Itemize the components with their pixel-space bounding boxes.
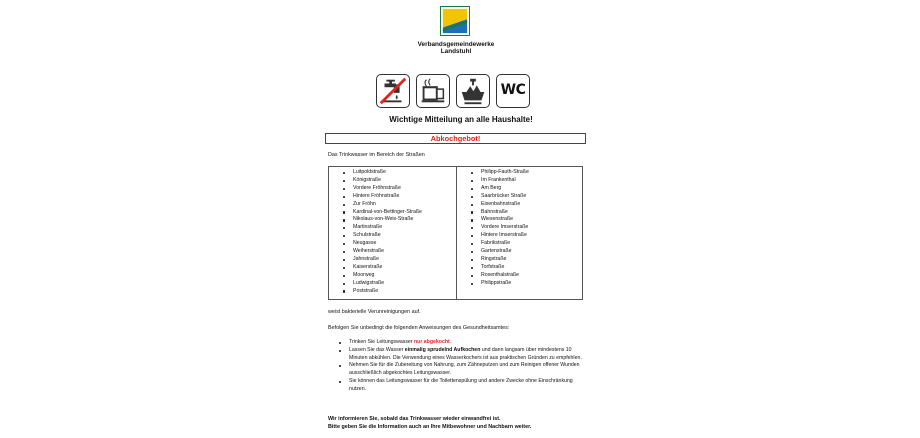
- list-item: Nehmen Sie für die Zubereitung von Nahrung, zum Zähneputzen und zum Reinigen offener Wunden ausschließlich abgekochtes Leitungswasser.: [339, 362, 584, 378]
- list-item: Poststraße: [343, 288, 422, 296]
- contamination-text: weist bakterielle Verunreinigungen auf.: [328, 309, 421, 315]
- street-table-divider: [456, 167, 457, 299]
- list-item: Vordere Imserstraße: [471, 224, 529, 232]
- rule-text: .: [449, 339, 452, 345]
- org-name-line1: Verbandsgemeindewerke: [417, 41, 495, 48]
- list-item: Kaiserstraße: [343, 264, 422, 272]
- list-item: Neugasse: [343, 240, 422, 248]
- list-item: Am Berg: [471, 185, 529, 193]
- list-item: Philippstraße: [471, 280, 529, 288]
- intro-text: Das Trinkwasser im Bereich der Straßen: [328, 152, 425, 158]
- list-item: Torfstraße: [471, 264, 529, 272]
- org-name-line2: Landstuhl: [440, 48, 472, 55]
- rule-text: und dann langsam über mindestens 10 Minuten abkühlen. Die Verwendung eines Wasserkochers ist aus praktischen Gründen zu empfehlen.: [349, 346, 582, 361]
- list-item: Zur Fröhn: [343, 201, 422, 209]
- list-item: Im Frankenthal: [471, 177, 529, 185]
- list-item: [339, 339, 584, 347]
- list-item: Eisenbahnstraße: [471, 201, 529, 209]
- instructions-intro: Befolgen Sie unbedingt die folgenden Anweisungen des Gesundheitsamtes:: [328, 325, 510, 331]
- street-list-right: [471, 169, 529, 288]
- list-item: Wiesenstraße: [471, 216, 529, 224]
- highlight-text: nur abgekocht: [413, 339, 450, 345]
- sink-dishes-icon: [456, 74, 490, 108]
- list-item: Jahnstraße: [343, 256, 422, 264]
- list-item: Schulstraße: [343, 232, 422, 240]
- wc-label: WC: [500, 82, 526, 98]
- list-item: Hintere Imserstraße: [471, 232, 529, 240]
- cooking-pot-icon: [416, 74, 450, 108]
- list-item: Martinstraße: [343, 224, 422, 232]
- rule-text: Trinken Sie Leitungswasser: [349, 339, 414, 345]
- street-list-left: [343, 169, 422, 296]
- list-item: Saarbrücker Straße: [471, 193, 529, 201]
- list-item: Vordere Fröhnstraße: [343, 185, 422, 193]
- page-headline: Wichtige Mitteilung an alle Haushalte!: [389, 115, 533, 124]
- logo-icon: [440, 6, 470, 36]
- list-item: Nikolaus-von-Weis-Straße: [343, 216, 422, 224]
- list-item: Rosenthalstraße: [471, 272, 529, 280]
- footer-line2: Bitte geben Sie die Information auch an Ihre Mitbewohner und Nachbarn weiter.: [328, 424, 532, 430]
- street-table: [328, 166, 583, 300]
- footer-line1: Wir informieren Sie, sobald das Trinkwasser wieder einwandfrei ist.: [328, 416, 501, 422]
- list-item: Ringstraße: [471, 256, 529, 264]
- alert-banner: Abkochgebot!: [325, 133, 586, 144]
- rule-text: Lassen Sie das Wasser: [349, 346, 405, 353]
- list-item: Philipp-Fauth-Straße: [471, 169, 529, 177]
- list-item: Sie können das Leitungswasser für die Toilettenspülung und andere Zwecke ohne Einschränkung nutzen.: [339, 378, 584, 394]
- no-tap-water-icon: [376, 74, 410, 108]
- list-item: Königstraße: [343, 177, 422, 185]
- list-item: Bahnstraße: [471, 209, 529, 217]
- list-item: Ludwigstraße: [343, 280, 422, 288]
- list-item: Gartenstraße: [471, 248, 529, 256]
- bold-text: einmalig sprudelnd Aufkochen: [404, 346, 481, 353]
- list-item: Hintere Fröhnstraße: [343, 193, 422, 201]
- wc-icon: [496, 74, 530, 108]
- list-item: Kardinal-von-Bettinger-Straße: [343, 209, 422, 217]
- list-item: [339, 347, 584, 363]
- list-item: Luitpoldstraße: [343, 169, 422, 177]
- list-item: Weiherstraße: [343, 248, 422, 256]
- list-item: Moorweg: [343, 272, 422, 280]
- list-item: Fabrikstraße: [471, 240, 529, 248]
- instruction-list: [339, 339, 584, 394]
